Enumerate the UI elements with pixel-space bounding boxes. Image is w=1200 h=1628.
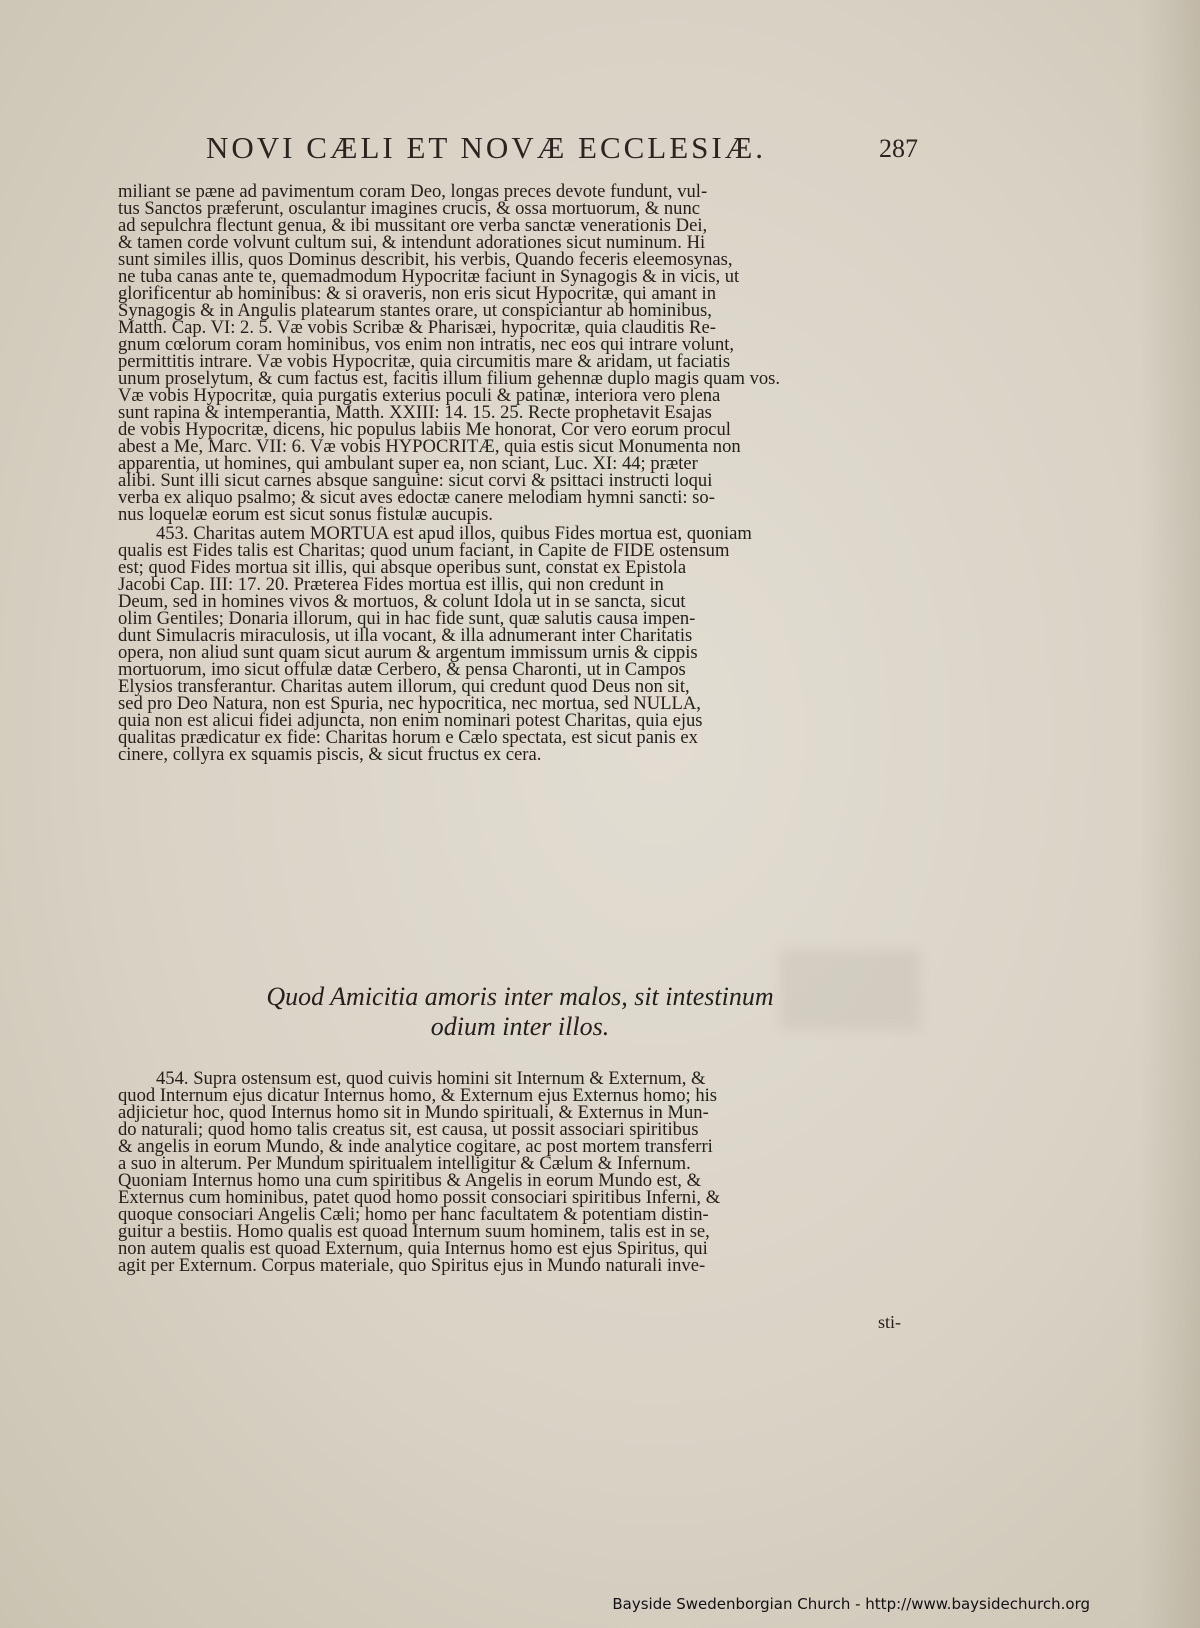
body-line: ad sepulchra flectunt genua, & ibi mussitant ore verba sanctæ venerationis Dei, bbox=[118, 215, 708, 236]
body-line: Synagogis & in Angulis platearum stantes orare, ut conspiciantur ab hominibus, bbox=[118, 300, 712, 321]
paragraph-453-line: Deum, sed in homines vivos & mortuos, & colunt Idola ut in se sancta, sicut bbox=[118, 591, 686, 612]
footer-credit: Bayside Swedenborgian Church - http://www.baysidechurch.org bbox=[612, 1595, 1090, 1613]
body-line: glorificentur ab hominibus: & si oraveris, non eris sicut Hypocritæ, qui amant in bbox=[118, 283, 716, 304]
catchword: sti- bbox=[878, 1312, 902, 1332]
body-line: sunt similes illis, quos Dominus describit, his verbis, Quando feceris eleemosynas, bbox=[118, 249, 733, 270]
paragraph-453-line: Jacobi Cap. III: 17. 20. Præterea Fides mortua est illis, qui non credunt in bbox=[118, 574, 664, 595]
body-line: abest a Me, Marc. VII: 6. Væ vobis HYPOCRITÆ, quia estis sicut Monumenta non bbox=[118, 436, 741, 457]
paragraph-454-line: Quoniam Internus homo una cum spiritibus & Angelis in eorum Mundo est, & bbox=[118, 1170, 702, 1191]
section-heading-line: odium inter illos. bbox=[430, 1012, 610, 1041]
section-heading bbox=[190, 982, 850, 1042]
body-line: alibi. Sunt illi sicut carnes absque sanguine: sicut corvi & psittaci instructi loqui bbox=[118, 470, 713, 491]
body-line: nus loquelæ eorum est sicut sonus fistulæ aucupis. bbox=[118, 504, 493, 525]
paragraph-453-line: quia non est alicui fidei adjuncta, non enim nominari potest Charitas, quia ejus bbox=[118, 710, 703, 731]
body-line: apparentia, ut homines, qui ambulant super ea, non sciant, Luc. XI: 44; præter bbox=[118, 453, 698, 474]
page-edge-shadow bbox=[1140, 0, 1200, 1628]
paragraph-453-line: qualitas prædicatur ex fide: Charitas horum e Cælo spectata, est sicut panis ex bbox=[118, 727, 698, 748]
paragraph-453-line: cinere, collyra ex squamis piscis, & sicut fructus ex cera. bbox=[118, 744, 542, 765]
body-line: & tamen corde volvunt cultum sui, & intendunt adorationes sicut numinum. Hi bbox=[118, 232, 706, 253]
body-line: Matth. Cap. VI: 2. 5. Væ vobis Scribæ & Pharisæi, hypocritæ, quia clauditis Re- bbox=[118, 317, 716, 338]
body-line: de vobis Hypocritæ, dicens, hic populus labiis Me honorat, Cor vero eorum procul bbox=[118, 419, 731, 440]
body-line: permittitis intrare. Væ vobis Hypocritæ, quia circumitis mare & aridam, ut faciatis bbox=[118, 351, 731, 372]
paragraph-454-line: do naturali; quod homo talis creatus sit, est causa, ut possit associari spiritibus bbox=[118, 1119, 699, 1140]
paragraph-454-line: agit per Externum. Corpus materiale, quo Spiritus ejus in Mundo naturali inve- bbox=[118, 1255, 706, 1276]
paragraph-454 bbox=[118, 1068, 914, 1274]
section-heading-line: Quod Amicitia amoris inter malos, sit intestinum bbox=[266, 982, 774, 1011]
paragraph-453-line: mortuorum, imo sicut offulæ datæ Cerbero, & pensa Charonti, ut in Campos bbox=[118, 659, 686, 680]
paragraph-454-line: Externus cum hominibus, patet quod homo possit consociari spiritibus Inferni, & bbox=[118, 1187, 721, 1208]
paragraph-453-line: opera, non aliud sunt quam sicut aurum & argentum immissum urnis & cippis bbox=[118, 642, 698, 663]
page-header bbox=[206, 130, 918, 174]
body-line: Væ vobis Hypocritæ, quia purgatis exterius poculi & patinæ, interiora vero plena bbox=[118, 385, 721, 406]
paragraph-454-line: & angelis in eorum Mundo, & inde analytice cogitare, ac post mortem transferri bbox=[118, 1136, 713, 1157]
body-line: ne tuba canas ante te, quemadmodum Hypocritæ faciunt in Synagogis & in vicis, ut bbox=[118, 266, 740, 287]
body-line: verba ex aliquo psalmo; & sicut aves edoctæ canere melodiam hymni sancti: so- bbox=[118, 487, 715, 508]
paragraph-454-line: quoque consociari Angelis Cæli; homo per hanc facultatem & potentiam distin- bbox=[118, 1204, 709, 1225]
paragraph-454-line: 454. Supra ostensum est, quod cuivis homini sit Internum & Externum, & bbox=[156, 1068, 706, 1089]
paragraph-453-line: dunt Simulacris miraculosis, ut illa vocant, & illa adnumerant inter Charitatis bbox=[118, 625, 693, 646]
paragraph-453-line: est; quod Fides mortua sit illis, qui absque operibus sunt, constat ex Epistola bbox=[118, 557, 687, 578]
paragraph-453-line: qualis est Fides talis est Charitas; quod unum faciant, in Capite de FIDE ostensum bbox=[118, 540, 730, 561]
paragraph-453-line: 453. Charitas autem MORTUA est apud illos, quibus Fides mortua est, quoniam bbox=[156, 523, 752, 544]
body-line: gnum cœlorum coram hominibus, vos enim non intratis, nec eos qui intrare volunt, bbox=[118, 334, 735, 355]
paragraph-453-line: sed pro Deo Natura, non est Spuria, nec hypocritica, nec mortua, sed NULLA, bbox=[118, 693, 701, 714]
paragraph-453-line: Elysios transferantur. Charitas autem illorum, qui credunt quod Deus non sit, bbox=[118, 676, 690, 697]
body-line: miliant se pæne ad pavimentum coram Deo, longas preces devote fundunt, vul- bbox=[118, 181, 708, 202]
running-title: NOVI CÆLI ET NOVÆ ECCLESIÆ. bbox=[206, 130, 767, 165]
paragraph-454-line: quod Internum ejus dicatur Internus homo, & Externum ejus Externus homo; his bbox=[118, 1085, 718, 1106]
paragraph-454-line: a suo in alterum. Per Mundum spiritualem intelligitur & Cælum & Infernum. bbox=[118, 1153, 691, 1174]
body-line: sunt rapina & intemperantia, Matth. XXIII: 14. 15. 25. Recte prophetavit Esajas bbox=[118, 402, 712, 423]
body-line: unum proselytum, & cum factus est, facitis illum filium gehennæ duplo magis quam vos. bbox=[118, 368, 781, 389]
page-number: 287 bbox=[879, 134, 918, 163]
paragraph-454-line: guitur a bestiis. Homo qualis est quoad Internum suum hominem, talis est in se, bbox=[118, 1221, 710, 1242]
body-line: tus Sanctos præferunt, osculantur imagines crucis, & ossa mortuorum, & nunc bbox=[118, 198, 700, 219]
paragraph-453-line: olim Gentiles; Donaria illorum, qui in hac fide sunt, quæ salutis causa impen- bbox=[118, 608, 696, 629]
paragraph-454-line: adjicietur hoc, quod Internus homo sit in Mundo spirituali, & Externus in Mun- bbox=[118, 1102, 709, 1123]
text-block-continued bbox=[118, 183, 914, 763]
paragraph-454-line: non autem qualis est quoad Externum, quia Internus homo est ejus Spiritus, qui bbox=[118, 1238, 708, 1259]
